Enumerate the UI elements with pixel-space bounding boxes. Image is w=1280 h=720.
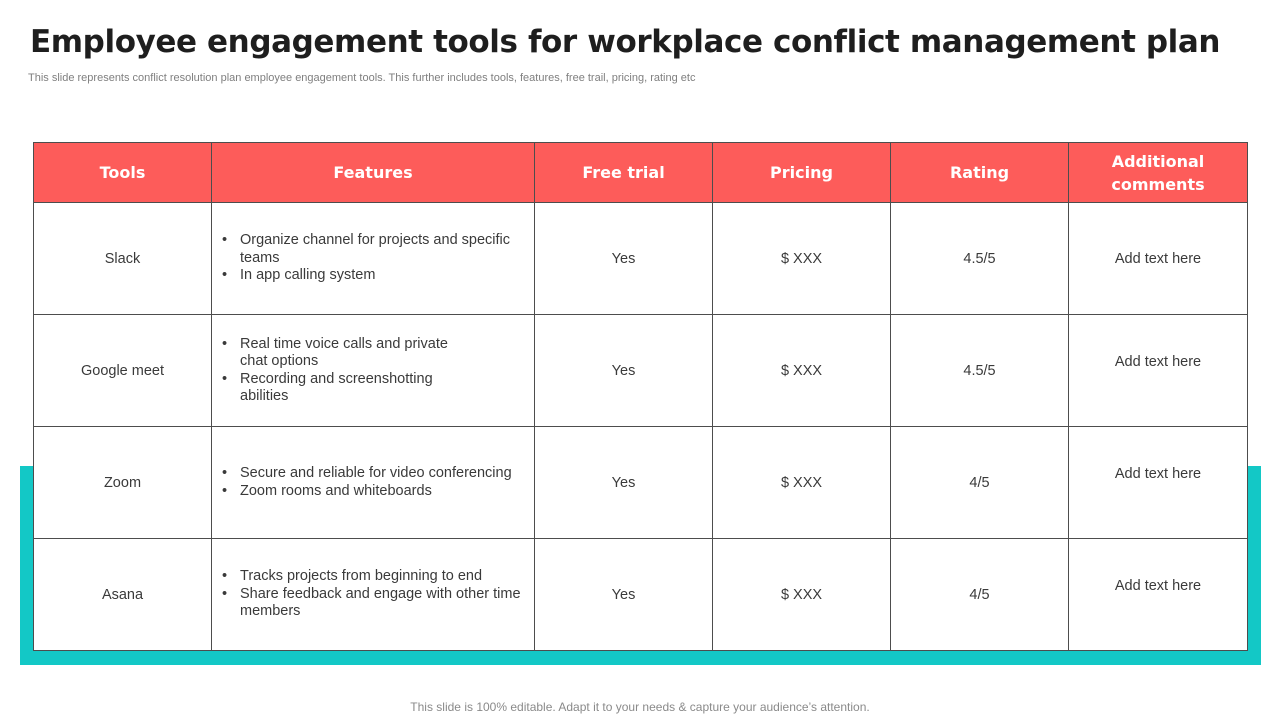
free-trial-cell: Yes <box>535 539 713 651</box>
bullet-icon: • <box>222 482 228 499</box>
table-row <box>34 203 1248 315</box>
slide-title: Employee engagement tools for workplace conflict management plan <box>30 24 1221 60</box>
features-cell <box>212 539 535 651</box>
tool-name: Slack <box>34 203 212 315</box>
pricing-cell: $ XXX <box>713 315 891 427</box>
free-trial-cell: Yes <box>535 427 713 539</box>
slide-subtitle: This slide represents conflict resolution plan employee engagement tools. This further includes tools, features, free trail, pricing, rating etc <box>28 72 696 84</box>
tool-name: Zoom <box>34 427 212 539</box>
bullet-icon: • <box>222 568 228 585</box>
pricing-cell: $ XXX <box>713 203 891 315</box>
tools-table-container <box>33 142 1247 651</box>
feature-item: • Tracks projects from beginning to end <box>222 568 483 585</box>
features-list <box>212 465 534 500</box>
comments-text: Add text here <box>1114 250 1202 267</box>
rating-cell: 4.5/5 <box>891 315 1069 427</box>
bullet-icon: • <box>222 267 228 284</box>
feature-item: • In app calling system <box>222 267 376 284</box>
feature-item: • Share feedback and engage with other time members <box>222 585 521 620</box>
column-header-features: Features <box>212 143 535 203</box>
rating-cell: 4.5/5 <box>891 203 1069 315</box>
table-row <box>34 539 1248 651</box>
footer-note: This slide is 100% editable. Adapt it to your needs & capture your audience’s attention. <box>410 700 870 714</box>
bullet-icon: • <box>222 465 228 481</box>
bullet-icon: • <box>222 370 228 387</box>
table-row <box>34 315 1248 427</box>
pricing-cell: $ XXX <box>713 427 891 539</box>
features-cell <box>212 203 535 315</box>
tool-name: Asana <box>34 539 212 651</box>
comments-cell <box>1069 203 1248 315</box>
comments-cell <box>1069 315 1248 427</box>
column-header-rating: Rating <box>891 143 1069 203</box>
tool-name: Google meet <box>34 315 212 427</box>
comments-text: Add text here <box>1114 353 1202 370</box>
free-trial-cell: Yes <box>535 315 713 427</box>
features-list <box>212 336 534 406</box>
column-header-free-trial: Free trial <box>535 143 713 203</box>
bullet-icon: • <box>222 232 228 249</box>
feature-item: • Organize channel for projects and specific teams <box>222 232 511 266</box>
rating-cell: 4/5 <box>891 427 1069 539</box>
table-row <box>34 427 1248 539</box>
features-cell <box>212 427 535 539</box>
tools-table <box>33 142 1248 651</box>
free-trial-cell: Yes <box>535 203 713 315</box>
comments-cell <box>1069 427 1248 539</box>
feature-item: • Zoom rooms and whiteboards <box>222 482 432 499</box>
features-list <box>212 568 534 621</box>
table-header-row <box>34 143 1248 203</box>
rating-cell: 4/5 <box>891 539 1069 651</box>
column-header-pricing: Pricing <box>713 143 891 203</box>
features-cell <box>212 315 535 427</box>
bullet-icon: • <box>222 335 228 352</box>
column-header-tools: Tools <box>34 143 212 203</box>
features-list <box>212 232 534 285</box>
column-header-additional-comments: Additional comments <box>1069 143 1248 203</box>
feature-item: • Real time voice calls and private chat options <box>222 335 448 369</box>
comments-text: Add text here <box>1114 577 1202 594</box>
feature-item: • Secure and reliable for video conferencing <box>222 465 512 481</box>
feature-item: • Recording and screenshotting abilities <box>222 370 433 404</box>
bullet-icon: • <box>222 585 228 602</box>
comments-text: Add text here <box>1114 465 1202 482</box>
comments-cell <box>1069 539 1248 651</box>
pricing-cell: $ XXX <box>713 539 891 651</box>
